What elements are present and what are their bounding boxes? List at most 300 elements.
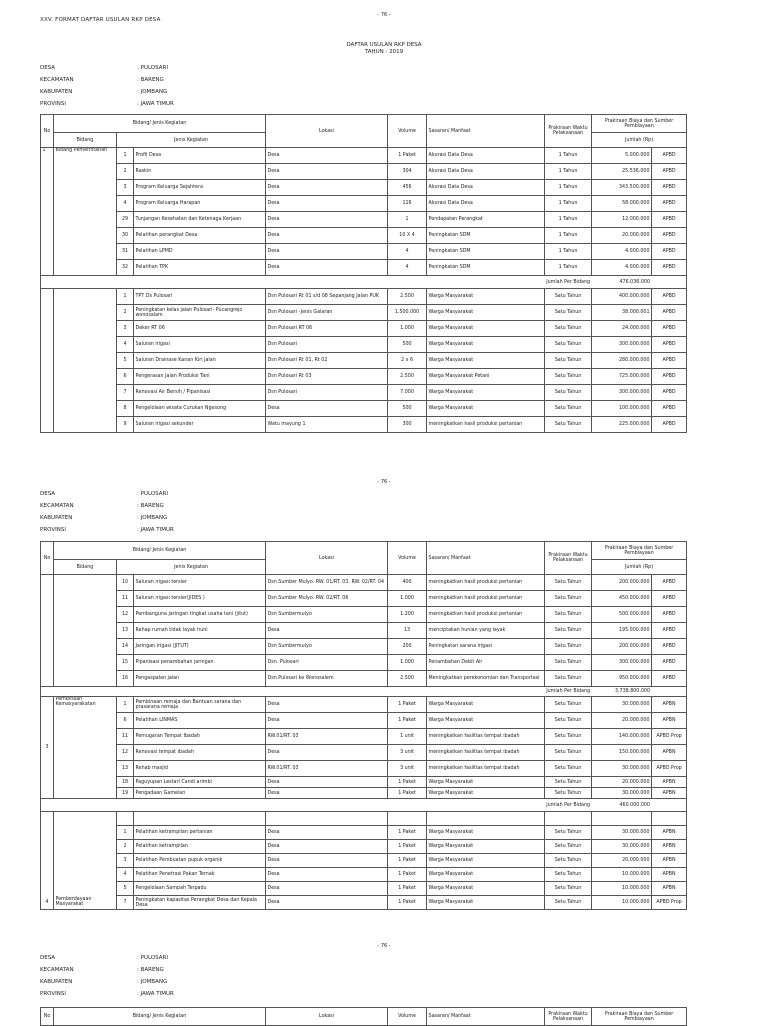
cell-sasaran: Peningkatan SDM (427, 228, 545, 244)
cell-sasaran: Akurasi Data Desa (427, 164, 545, 180)
cell-jenis: Pelatihan Penetrasi Pakan Ternak (134, 868, 266, 882)
cell-jenis: Pengaspalan jalan (134, 671, 266, 687)
cell-jenis: Program Keluarga Sejahtera (134, 180, 266, 196)
cell-jenis: Profil Desa (134, 148, 266, 164)
value-desa: : PULOSARI (137, 955, 168, 961)
cell-volume: 1.500.000 (388, 305, 427, 321)
col-biaya-group: Prakiraan Biaya dan Sumber Pembiayaan (592, 115, 687, 133)
cell-lokasi: RW.01/RT. 03 (266, 761, 388, 777)
col-jumlah: Jumlah (Rp) (592, 560, 687, 575)
table-row (41, 840, 687, 854)
subtotal-value: 3.738.800.000 (592, 687, 652, 697)
cell-jumlah: 300.000.000 (592, 337, 652, 353)
row-number: 12 (117, 607, 134, 623)
table-row (41, 639, 687, 655)
cell-lokasi: Dsn.Pulosari ke Wonosalem (266, 671, 388, 687)
row-number: 1 (117, 697, 134, 713)
cell-jumlah: 195.000.000 (592, 623, 652, 639)
cell-waktu: Satu Tahun (545, 289, 592, 305)
cell-volume: 4 (388, 244, 427, 260)
cell-volume: 1 Paket (388, 882, 427, 896)
row-number: 1 (117, 826, 134, 840)
cell-volume: 456 (388, 180, 427, 196)
row-number: 12 (117, 745, 134, 761)
cell-waktu: Satu Tahun (545, 591, 592, 607)
cell-lokasi: Desa (266, 788, 388, 799)
cell-sumber: APBD (652, 655, 687, 671)
cell-volume: 500 (388, 337, 427, 353)
cell-volume: 500 (388, 401, 427, 417)
cell-sumber: APBN (652, 745, 687, 761)
table-row (41, 713, 687, 729)
row-number: 18 (117, 777, 134, 788)
label-kecamatan: KECAMATAN (40, 503, 74, 509)
cell-lokasi: Dsn Pulosari (266, 385, 388, 401)
cell-volume: 1.000 (388, 321, 427, 337)
page-number-3: - 76 - (377, 943, 391, 949)
cell-jumlah: 12.000.000 (592, 212, 652, 228)
row-number: 3 (117, 854, 134, 868)
row-number: 2 (117, 305, 134, 321)
cell-lokasi: Dsn Pulosari RT 06 (266, 321, 388, 337)
row-number: 32 (117, 260, 134, 276)
row-number: 5 (117, 353, 134, 369)
subtotal-row (41, 276, 687, 289)
cell-volume: 4 (388, 260, 427, 276)
cell-waktu: Setu Tahun (545, 868, 592, 882)
cell-waktu: 1 Tahun (545, 244, 592, 260)
cell-sumber: APBD (652, 607, 687, 623)
cell-waktu: Satu Tahun (545, 623, 592, 639)
cell-jumlah: 20.000.000 (592, 854, 652, 868)
cell-jenis: Program Keluarga Harapan (134, 196, 266, 212)
cell-waktu: Satu Tahun (545, 337, 592, 353)
cell-volume: 13 (388, 623, 427, 639)
row-number: 15 (117, 655, 134, 671)
table-row (41, 826, 687, 840)
value-provinsi: : JAWA TIMUR (137, 527, 174, 533)
section-no-empty (41, 575, 54, 687)
row-number: 6 (117, 713, 134, 729)
cell-jenis: Saluran irigasi tersier (134, 575, 266, 591)
col-lokasi: Lokasi (266, 115, 388, 148)
cell-sumber: APBD (652, 639, 687, 655)
section-bidang-empty (54, 289, 117, 433)
cell-jenis: Pengerasan Jalan Produksi Tani (134, 369, 266, 385)
row-number: 11 (117, 591, 134, 607)
cell-sumber: APBD (652, 148, 687, 164)
section-no: 4 (41, 812, 54, 910)
row-number: 14 (117, 639, 134, 655)
cell-sumber: APBD (652, 337, 687, 353)
cell-sasaran: Warga Masyarakat (427, 401, 545, 417)
table-row (41, 260, 687, 276)
row-number: 9 (117, 417, 134, 433)
table-row (41, 777, 687, 788)
cell-jumlah: 20.000.000 (592, 713, 652, 729)
cell-jenis: Jaringan irigasi (JITUT) (134, 639, 266, 655)
cell-jumlah: 10.000.000 (592, 896, 652, 910)
cell-sumber: APBN (652, 854, 687, 868)
table-row (41, 575, 687, 591)
cell-sasaran: meningkatkan fasilitas tempat ibadah (427, 745, 545, 761)
table-row (41, 417, 687, 433)
table-row (41, 788, 687, 799)
cell-sasaran: Peningkatan sarana irigasi (427, 639, 545, 655)
table-row (41, 212, 687, 228)
cell-sumber: APBN (652, 777, 687, 788)
cell-volume: 300 (388, 417, 427, 433)
col-waktu: Prakiraan Waktu Pelaksanaan (545, 1008, 592, 1026)
cell-sasaran: Meningkatkan perekonomian dan Transportasi (427, 671, 545, 687)
cell-volume: 1 Paket (388, 826, 427, 840)
value-kecamatan: : BARENG (137, 77, 164, 83)
cell-sasaran: Peningkatan SDM (427, 244, 545, 260)
cell-waktu: Setu Tahun (545, 882, 592, 896)
cell-sumber: APBN (652, 882, 687, 896)
table-row (41, 697, 687, 713)
cell-waktu: Satu Tahun (545, 321, 592, 337)
cell-waktu: Setu Tahun (545, 896, 592, 910)
cell-jenis: Pelatihan LPMD (134, 244, 266, 260)
cell-volume: 1 Paket (388, 713, 427, 729)
cell-waktu: 1 Tahun (545, 148, 592, 164)
value-kabupaten: : JOMBANG (137, 515, 168, 521)
cell-sasaran: Warga Masyarakat (427, 353, 545, 369)
cell-sumber: APBD Prop (652, 729, 687, 745)
section-bidang: Pemberdayaan Masyarakat (54, 812, 117, 910)
cell-jumlah: 950.000.000 (592, 671, 652, 687)
cell-sasaran: Warga Masyarakat (427, 337, 545, 353)
cell-jumlah: 30.000.000 (592, 697, 652, 713)
cell-sasaran: Warga Masyarakat (427, 868, 545, 882)
cell-sasaran: Akurasi Data Desa (427, 148, 545, 164)
cell-lokasi: Desa (266, 854, 388, 868)
table-row (41, 228, 687, 244)
cell-lokasi: Desa (266, 896, 388, 910)
cell-volume: 1 unit (388, 729, 427, 745)
cell-sasaran: meningkatkan fasilitas tempat ibadah (427, 729, 545, 745)
cell-volume: 200 (388, 639, 427, 655)
cell-jenis: Raskin (134, 164, 266, 180)
cell-volume: 7.000 (388, 385, 427, 401)
label-kecamatan: KECAMATAN (40, 77, 74, 83)
cell-jenis: Pembinaan remaja dan Bantuan sarana dan prasarana remaja (134, 697, 266, 713)
cell-jenis: Saluran irigasi sekunder (134, 417, 266, 433)
cell-sumber: APBD (652, 228, 687, 244)
col-no: No (41, 542, 54, 575)
section-no-empty (41, 289, 54, 433)
cell-jumlah: 150.000.000 (592, 745, 652, 761)
cell-waktu: Satu Tahun (545, 639, 592, 655)
cell-volume: 2.500 (388, 671, 427, 687)
col-volume: Volume (388, 115, 427, 148)
cell-waktu: Satu Tahun (545, 655, 592, 671)
cell-lokasi: Desa (266, 180, 388, 196)
table-row (41, 353, 687, 369)
rkp-table-page-3 (40, 1007, 687, 1026)
cell-lokasi: Desa (266, 244, 388, 260)
cell-volume: 1.000 (388, 655, 427, 671)
cell-waktu: Satu Tahun (545, 385, 592, 401)
cell-sasaran: Warga Masyarakat (427, 305, 545, 321)
cell-jenis: TPT Ds Pulosari (134, 289, 266, 305)
label-kecamatan: KECAMATAN (40, 967, 74, 973)
table-row (41, 623, 687, 639)
cell-jumlah: 280.000.000 (592, 353, 652, 369)
cell-waktu: Setu Tahun (545, 788, 592, 799)
cell-volume: 1 Paket (388, 777, 427, 788)
col-sasaran: Sasaran/ Manfaat (427, 1008, 545, 1026)
label-desa: DESA (40, 65, 56, 71)
cell-jenis: Renovasi tempat ibadah (134, 745, 266, 761)
value-desa: : PULOSARI (137, 65, 168, 71)
cell-volume: 2.500 (388, 289, 427, 305)
cell-sumber: APBD (652, 575, 687, 591)
row-number: 31 (117, 244, 134, 260)
row-number: 4 (117, 196, 134, 212)
cell-sumber: APBD (652, 260, 687, 276)
table-row (41, 337, 687, 353)
cell-volume: 1.000 (388, 591, 427, 607)
row-number: 30 (117, 228, 134, 244)
cell-lokasi: RW.01/RT. 03 (266, 729, 388, 745)
col-biaya-group: Prakiraan Biaya dan Sumber Pembiayaan (592, 542, 687, 560)
rkp-table-page-1 (40, 114, 687, 433)
table-row (41, 369, 687, 385)
cell-sumber: APBD (652, 289, 687, 305)
cell-sumber: APBD Prop (652, 761, 687, 777)
cell-volume: 1.200 (388, 607, 427, 623)
document-heading: XXV. FORMAT DAFTAR USULAN RKP DESA (40, 17, 161, 23)
row-number: 13 (117, 623, 134, 639)
cell-lokasi: Desa (266, 713, 388, 729)
cell-volume: 1 Paket (388, 868, 427, 882)
cell-waktu: 1 Tahun (545, 196, 592, 212)
cell-sasaran: Warga Masyarakat (427, 882, 545, 896)
col-sasaran: Sasaran/ Manfaat (427, 542, 545, 575)
cell-sasaran: meningkatkan hasil produksi pertanian (427, 417, 545, 433)
cell-lokasi: Desa (266, 164, 388, 180)
cell-sasaran: Warga Masyarakat (427, 788, 545, 799)
row-number: 4 (117, 868, 134, 882)
cell-sasaran: meningkatkan fasilitas tempat ibadah (427, 761, 545, 777)
cell-waktu: Setu Tahun (545, 840, 592, 854)
cell-volume: 400 (388, 575, 427, 591)
cell-sasaran: Warga Masyarakat (427, 826, 545, 840)
cell-sasaran: meningkatkan hasil produksi pertanian (427, 575, 545, 591)
cell-volume: 3 unit (388, 745, 427, 761)
cell-volume: 1 Paket (388, 697, 427, 713)
subtotal-value: 460.000.000 (592, 799, 652, 812)
cell-jenis: Rehap rumah tidak layak huni (134, 623, 266, 639)
cell-jenis: Pelatihan perangkat Desa (134, 228, 266, 244)
cell-waktu: Satu Tahun (545, 671, 592, 687)
cell-sasaran: Warga Masyarakat (427, 896, 545, 910)
col-biaya-group: Prakiraan Biaya dan Sumber Pembiayaan (592, 1008, 687, 1026)
cell-waktu: Satu Tahun (545, 575, 592, 591)
cell-sasaran: Warga Masyarakat (427, 289, 545, 305)
table-row (41, 761, 687, 777)
cell-lokasi: Dsn Pulosari Rt 03 (266, 369, 388, 385)
label-provinsi: PROVINSI (40, 991, 66, 997)
cell-jenis: Saluran irigasi (134, 337, 266, 353)
cell-jumlah: 200.000.000 (592, 639, 652, 655)
cell-lokasi: Dsn Pulosari Rt 01 s/d 08 Sepanjang Jalan PUK (266, 289, 388, 305)
cell-sumber: APBD (652, 385, 687, 401)
page-number-1: - 76 - (377, 12, 391, 18)
table-row (41, 401, 687, 417)
table-row (41, 321, 687, 337)
cell-volume: 2.500 (388, 369, 427, 385)
cell-jumlah: 30.000.000 (592, 761, 652, 777)
cell-sasaran: Pendapatan Perangkat (427, 212, 545, 228)
cell-lokasi: Desa (266, 777, 388, 788)
row-number: 4 (117, 337, 134, 353)
cell-jenis: Peningkatan kelas jalan Pulosari- Pucangrejo wonosalam (134, 305, 266, 321)
table-row (41, 812, 687, 826)
cell-sumber: APBD (652, 369, 687, 385)
cell-sumber: APBD (652, 591, 687, 607)
col-no: No (41, 1008, 54, 1026)
cell-sasaran: Warga Masyarakat (427, 854, 545, 868)
cell-jenis: Pengelolaan Sampah Terpadu (134, 882, 266, 896)
cell-sasaran: Warga Masyarakat (427, 713, 545, 729)
table-row (41, 882, 687, 896)
col-waktu: Prakiraan Waktu Pelaksanaan (545, 542, 592, 575)
value-kabupaten: : JOMBANG (137, 89, 168, 95)
row-number: 2 (117, 840, 134, 854)
cell-jenis: Deker RT 06 (134, 321, 266, 337)
cell-jenis: Peningkatan kapasitas Perangkat Desa dan Kepala Desa (134, 896, 266, 910)
cell-jenis: Renovasi Air Bersih / Pipanisasi (134, 385, 266, 401)
cell-jumlah: 38.000.001 (592, 305, 652, 321)
empty-cell (117, 812, 134, 826)
cell-jenis: Pengadaan Gamelan (134, 788, 266, 799)
cell-volume: 1 (388, 212, 427, 228)
cell-waktu: 1 Tahun (545, 260, 592, 276)
cell-sumber: APBD Prop (652, 896, 687, 910)
cell-sumber: APBD (652, 305, 687, 321)
cell-volume: 2 x 6 (388, 353, 427, 369)
cell-jumlah: 30.000.000 (592, 826, 652, 840)
cell-lokasi: Dsn.Sumber Mulyo. RW. 01/RT. 03. RW. 02/RT. 04 (266, 575, 388, 591)
cell-lokasi: Desa (266, 401, 388, 417)
cell-jenis: Pelatihan TPK (134, 260, 266, 276)
table-row (41, 896, 687, 910)
cell-jenis: Pembanguna jaringan tingkat usaha tani (jitut) (134, 607, 266, 623)
cell-sumber: APBD (652, 353, 687, 369)
cell-lokasi: Dsn Sumbermulyo (266, 639, 388, 655)
row-number: 13 (117, 761, 134, 777)
col-jenis: Jenis Kegiatan (117, 133, 266, 148)
cell-jenis: Paguyupan Lestari Candi arimbi (134, 777, 266, 788)
col-no: No (41, 115, 54, 148)
cell-sumber: APBD (652, 244, 687, 260)
label-kabupaten: KABUPATEN (40, 89, 73, 95)
cell-lokasi: Desa (266, 868, 388, 882)
cell-jumlah: 25.536.000 (592, 164, 652, 180)
cell-sasaran: Warga Masyarakat Petani (427, 369, 545, 385)
col-bidang: Bidang (54, 133, 117, 148)
cell-sumber: APBD (652, 212, 687, 228)
col-jumlah: Jumlah (Rp) (592, 133, 687, 148)
value-kecamatan: : BARENG (137, 503, 164, 509)
cell-volume: 1 Paket (388, 896, 427, 910)
cell-jumlah: 140.000.000 (592, 729, 652, 745)
cell-lokasi: Desa (266, 697, 388, 713)
subtotal-label: Jumlah Per Bidang (41, 276, 592, 289)
cell-sasaran: Warga Masyarakat (427, 697, 545, 713)
village-info-3 (0, 952, 768, 1000)
cell-waktu: 1 Tahun (545, 212, 592, 228)
cell-sumber: APBD (652, 164, 687, 180)
cell-waktu: Satu Tahun (545, 305, 592, 321)
page-number-2: - 76 - (377, 479, 391, 485)
cell-sumber: APBN (652, 788, 687, 799)
row-number: 1 (117, 148, 134, 164)
cell-jenis: Pelatihan ketrampilan pertanian (134, 826, 266, 840)
cell-sasaran: Akurasi Data Desa (427, 180, 545, 196)
cell-lokasi: Desa (266, 745, 388, 761)
cell-lokasi: Watu mayung 1 (266, 417, 388, 433)
cell-waktu: 1 Tahun (545, 228, 592, 244)
cell-waktu: Setu Tahun (545, 777, 592, 788)
cell-sasaran: meningkatkan hasil produksi pertanian (427, 607, 545, 623)
col-lokasi: Lokasi (266, 542, 388, 575)
table-row (41, 655, 687, 671)
cell-waktu: Satu Tahun (545, 607, 592, 623)
year-text: TAHUN : 2019 (364, 49, 404, 55)
cell-jumlah: 100.000.000 (592, 401, 652, 417)
cell-waktu: 1 Tahun (545, 180, 592, 196)
table-row (41, 854, 687, 868)
table-row (41, 671, 687, 687)
col-volume: Volume (388, 542, 427, 575)
cell-sasaran: Warga Masyarakat (427, 385, 545, 401)
col-waktu: Prakiraan Waktu Pelaksanaan (545, 115, 592, 148)
cell-waktu: Satu Tahun (545, 401, 592, 417)
cell-jenis: Saluran irigasi tersier(JIDES ) (134, 591, 266, 607)
cell-sasaran: Akurasi Data Desa (427, 196, 545, 212)
row-number: 5 (117, 882, 134, 896)
section-no: 1 (41, 148, 54, 276)
table-row (41, 305, 687, 321)
cell-sumber: APBD (652, 180, 687, 196)
cell-jenis: Pelatihan Pembuatan pupuk organik (134, 854, 266, 868)
row-number: 3 (117, 321, 134, 337)
section-bidang: Pembinaan Kemasyarakatan (54, 697, 117, 799)
cell-jumlah: 10.000.000 (592, 868, 652, 882)
table-row (41, 196, 687, 212)
col-bidang: Bidang (54, 560, 117, 575)
label-provinsi: PROVINSI (40, 527, 66, 533)
col-bidang-group: Bidang/ Jenis Kegiatan (54, 1008, 266, 1026)
cell-sasaran: menciptakan hunian yang layak (427, 623, 545, 639)
cell-lokasi: Desa (266, 212, 388, 228)
cell-jenis: Pelatihan LINMAS (134, 713, 266, 729)
cell-jumlah: 4.000.000 (592, 260, 652, 276)
cell-jumlah: 300.000.000 (592, 385, 652, 401)
table-row (41, 164, 687, 180)
row-number: 6 (117, 369, 134, 385)
village-info-1 (0, 62, 768, 110)
cell-volume: 116 (388, 196, 427, 212)
cell-waktu: Setu Tahun (545, 713, 592, 729)
label-desa: DESA (40, 955, 56, 961)
section-bidang: Bidang Pemerintahan (54, 148, 117, 276)
cell-waktu: Setu Tahun (545, 745, 592, 761)
